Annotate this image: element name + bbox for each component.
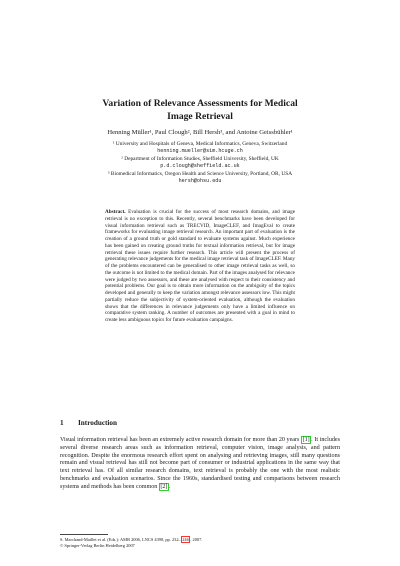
intro-text-part-2: . It includes several diverse research areas such as information retrieval, computer vision, image analysis, and pattern recognition. Despite the enormous research effort spent on analysing and retrieving images, still many questions remain and visual retrieval has still not become part of consumer or industrial applications in the same way that text retrieval has. Of all similar research domains, text retrieval is probably the one with the most realistic benchmarks and evaluation scenarios. Since the 1960s, standardised testing and comparisons between research systems and methods has been common bbox=[60, 437, 340, 490]
affiliation-email: p.d.clough@sheffield.ac.uk bbox=[160, 163, 240, 170]
footnote-rule bbox=[60, 534, 108, 535]
intro-text-part-3: . bbox=[168, 483, 171, 490]
affiliation-geneva bbox=[70, 141, 330, 155]
abstract-text: Evaluation is crucial for the success of most research domains, and image retrieval is no exception to this. Recently, several benchmarks have been developed for visual information retrieval such as TRECVID, ImageCLEF, and ImagEval to create frameworks for evaluating image retrieval research. An important part of evaluation is the creation of a ground truth or gold standard to evaluate systems against. Much experience has been gained on creating ground truths for textual information retrieval, but for image retrieval these issues require further research. This article will present the process of generating relevance judgements for the medical image retrieval task of ImageCLEF. Many of the problems encountered can be generalised to other image retrieval tasks as well, so the outcome is not limited to the medical domain. Part of the images analysed for relevance were judged by two assessors, and these are analysed with respect to their consistency and potential problems. Our goal is to obtain more information on the ambiguity of the topics developed and generally to keep the variation amongst relevance assessors low. This might partially reduce the subjectivity of system-oriented evaluation, although the evaluation shows that the differences in relevance judgements only have a limited influence on comparative system ranking. A number of outcomes are presented with a goal in mind to create less ambiguous topics for future evaluation campaigns. bbox=[105, 209, 296, 323]
affiliation-name: ¹ University and Hospitals of Geneva, Medical Informatics, Geneva, Switzerland bbox=[112, 141, 288, 147]
publication-footer bbox=[60, 537, 340, 548]
section-number: 1 bbox=[60, 419, 64, 427]
affiliation-ohsu bbox=[70, 171, 330, 185]
paper-title bbox=[70, 97, 330, 123]
affiliation-block bbox=[70, 141, 330, 186]
paper-title-line-2: Image Retrieval bbox=[167, 111, 233, 122]
citation-suffix: , 2007. bbox=[190, 537, 203, 542]
affiliation-email: hersh@ohsu.edu bbox=[178, 178, 222, 185]
affiliation-email: henning.mueller@sim.hcuge.ch bbox=[157, 148, 243, 155]
affiliation-sheffield bbox=[70, 156, 330, 170]
citation-link-1[interactable]: [1] bbox=[302, 437, 310, 443]
section-title: Introduction bbox=[78, 419, 118, 427]
page-end-link[interactable]: 246 bbox=[182, 537, 189, 542]
section-heading bbox=[60, 419, 340, 428]
paper-title-line-1: Variation of Relevance Assessments for Medical bbox=[102, 98, 298, 109]
citation-prefix: S. Marchand-Maillet et al. (Eds.): AMR 2006, LNCS 4398, pp. 232– bbox=[60, 537, 181, 542]
author-list: Henning Müller¹, Paul Clough², Bill Hersh³, and Antoine Geissbühler¹ bbox=[107, 129, 293, 136]
abstract-label: Abstract. bbox=[105, 209, 126, 215]
affiliation-name: ³ Biomedical Informatics, Oregon Health and Science University, Portland, OR, USA bbox=[107, 171, 293, 177]
citation-link-2[interactable]: [2] bbox=[160, 483, 168, 490]
copyright-line: © Springer-Verlag Berlin Heidelberg 2007 bbox=[60, 542, 135, 548]
affiliation-name: ² Department of Information Studies, Sheffield University, Sheffield, UK bbox=[121, 156, 279, 162]
intro-text-part-1: Visual information retrieval has been an extremely active research domain for more than 20 years bbox=[60, 437, 302, 443]
introduction-paragraph bbox=[60, 437, 340, 491]
abstract bbox=[105, 209, 295, 324]
